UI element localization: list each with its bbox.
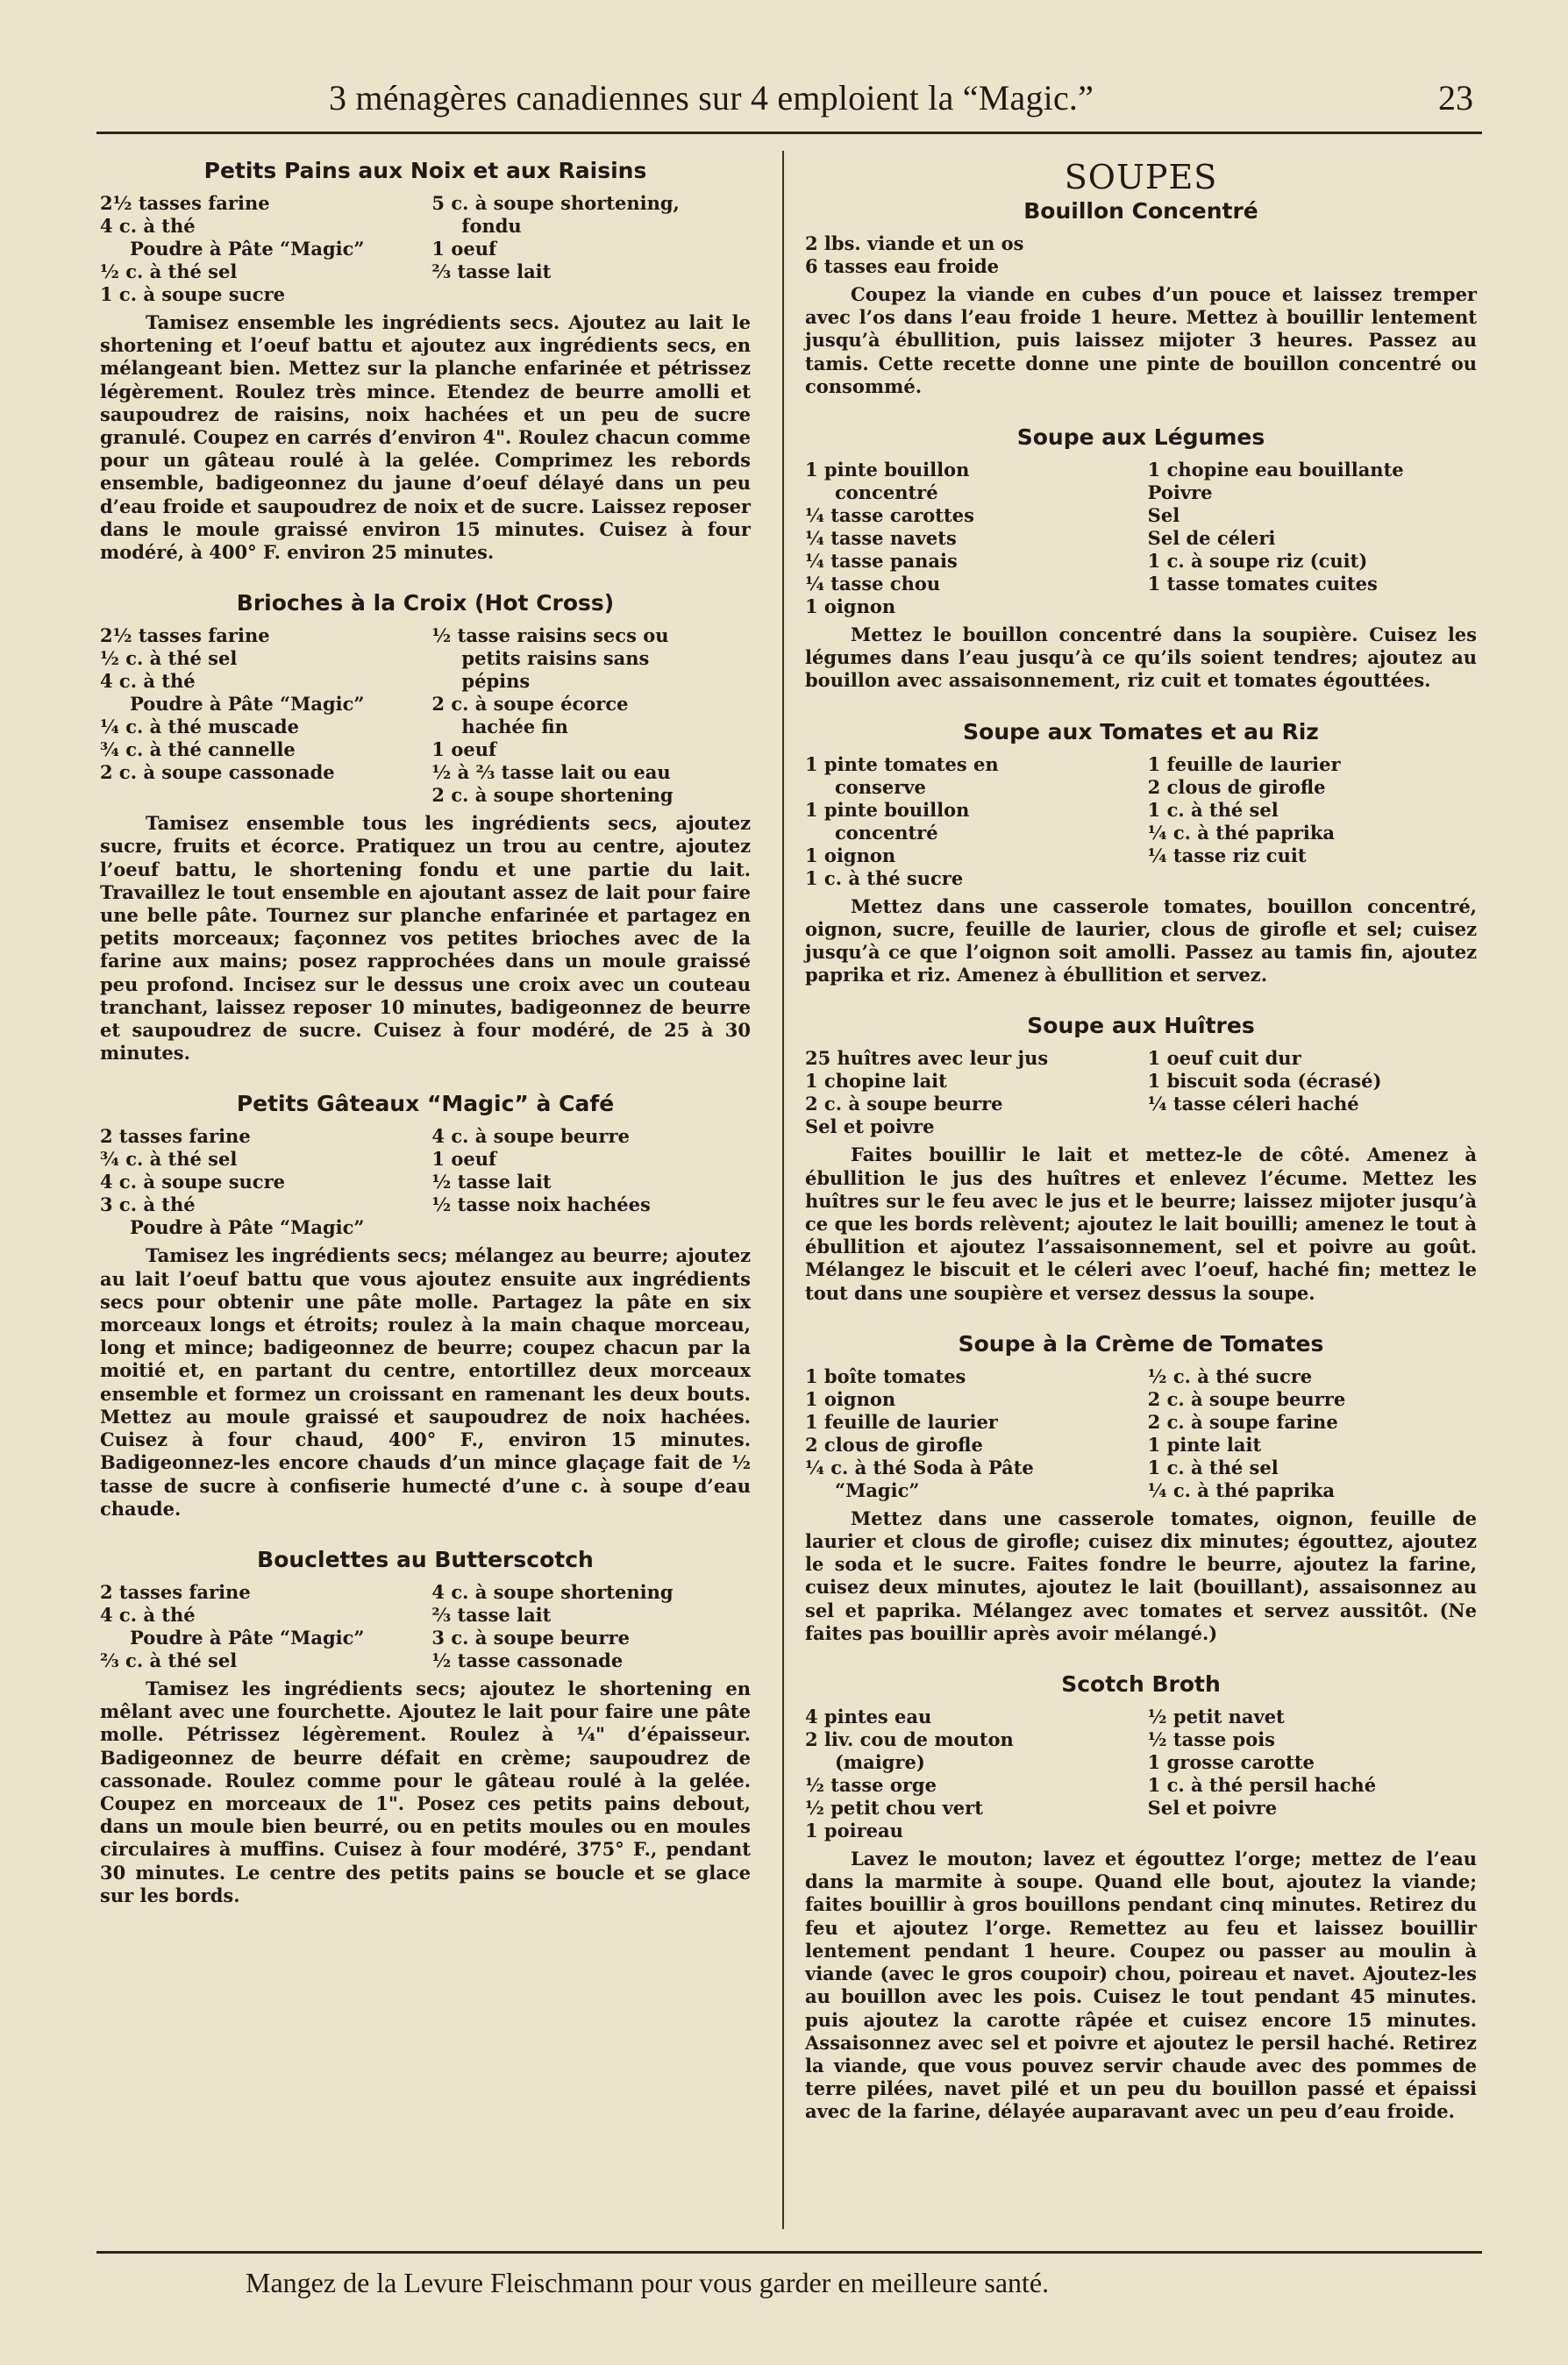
ingredient-item: 2 clous de girofle — [1147, 775, 1326, 798]
recipe-instructions: Tamisez les ingrédients secs; ajoutez le shortening en mêlant avec une fourchette. Ajoutez le lait pour faire une pâte molle. Pétrissez légèrement. Roulez à ¼" d’épaisseur. Badigeonnez de beurre défait en crème; saupoudrez de cassonade. Roulez comme pour le gâteau roulé à la gelée. Coupez en morceaux de 1". Posez ces petits pains debout, dans un moule bien beurré, ou en petits moules ou en moules circulaires à muffins. Cuisez à four modéré, 375° F., pendant 30 minutes. Le centre des petits pains se boucle et se glace sur les bords. — [100, 1677, 751, 1906]
ingredient-item: 1 grosse carotte — [1147, 1751, 1315, 1774]
ingredient-item: ¼ tasse navets — [805, 527, 957, 550]
ingredient-item: fondu — [461, 215, 522, 237]
ingredient-item: ½ tasse orge — [805, 1774, 937, 1797]
recipe-instructions: Mettez dans une casserole tomates, oignon, feuille de laurier et clous de girofle; cuisez dix minutes; égouttez, ajoutez le soda et le sucre. Faites fondre le beurre, ajoutez la farine, cuisez deux minutes, ajoutez le lait (bouillant), assaisonnez au sel et paprika. Mélangez avec tomates et servez aussitôt. (Ne faites pas bouillir après avoir mélangé.) — [805, 1507, 1477, 1644]
recipe-instructions: Tamisez ensemble les ingrédients secs. Ajoutez au lait le shortening et l’oeuf battu et ajoutez aux ingrédients secs, en mélangeant bien. Mettez sur la planche enfarinée et pétrissez légèrement. Roulez très mince. Etendez de beurre amolli et saupoudrez de raisins, noix hachées et un peu de sucre granulé. Coupez en carrés d’environ 4". Roulez chacun comme pour un gâteau roulé à la gelée. Comprimez les rebords ensemble, badigeonnez du jaune d’oeuf délayé dans un peu d’eau froide et saupoudrez de noix et de sucre. Laissez reposer dans le moule graissé environ 15 minutes. Cuisez à four modéré, à 400° F. environ 25 minutes. — [100, 311, 751, 564]
recipe — [805, 1013, 1477, 1304]
ingredient-item: “Magic” — [835, 1478, 920, 1501]
ingredient-item: pépins — [461, 670, 531, 693]
ingredient-list — [100, 624, 751, 807]
ingredient-item: conserve — [835, 775, 926, 798]
ingredient-item: 4 c. à thé — [100, 1603, 196, 1626]
ingredient-column — [431, 1581, 751, 1672]
ingredient-item: ½ tasse noix hachées — [431, 1193, 651, 1216]
ingredient-item: hachée fin — [461, 716, 568, 738]
recipe-instructions: Tamisez ensemble tous les ingrédients secs, ajoutez sucre, fruits et écorce. Pratiquez un trou au centre, ajoutez l’oeuf battu, le shortening fondu et une partie du lait. Travaillez le tout ensemble en ajoutant assez de lait pour faire une belle pâte. Tournez sur planche enfarinée et partagez en petits morceaux; façonnez vos petites brioches avec de la farine aux mains; posez rapprochées dans un moule graissé peu profond. Incisez sur le dessus une croix avec un couteau tranchant, laissez reposer 10 minutes, badigeonnez de beurre et saupoudrez de sucre. Cuisez à four modéré, de 25 à 30 minutes. — [100, 812, 751, 1065]
ingredient-item: ½ c. à thé sel — [100, 647, 238, 670]
ingredient-item: 3 c. à soupe beurre — [431, 1626, 630, 1649]
recipe-title: Soupe aux Légumes — [1016, 424, 1265, 451]
recipe-title: Soupe aux Tomates et au Riz — [963, 718, 1319, 744]
left-column — [100, 158, 751, 1934]
ingredient-list — [805, 1365, 1477, 1502]
recipe — [805, 719, 1477, 987]
recipe-instructions: Lavez le mouton; lavez et égouttez l’orge; mettez de l’eau dans la marmite à soupe. Quand elle bout, ajoutez la viande; faites bouillir à gros bouillons pendant cinq minutes. Retirez du feu et ajoutez l’orge. Remettez au feu et laissez bouillir lentement pendant 1 heure. Coupez ou passer au moulin à viande (avec le gros coupoir) chou, poireau et navet. Ajoutez-les au bouillon avec les pois. Cuisez le tout pendant 45 minutes. puis ajoutez la carotte râpée et cuisez encore 15 minutes. Assaisonnez avec sel et poivre et ajoutez le persil haché. Retirez la viande, que vous pouvez servir chaude avec des pommes de terre pilées, navet pilé et un peu du bouillon passé et épaissi avec de la farine, délayée auparavant avec un peu d’eau froide. — [805, 1848, 1477, 2123]
ingredient-item: 2 c. à soupe farine — [1147, 1410, 1338, 1433]
recipe-instructions: Coupez la viande en cubes d’un pouce et laissez tremper avec l’os dans l’eau froide 1 heure. Mettez à bouillir lentement jusqu’à ébullition, puis laissez mijoter 3 heures. Passez au tamis. Cette recette donne une pinte de bouillon concentré ou consommé. — [805, 283, 1477, 397]
ingredient-list — [805, 459, 1477, 618]
ingredient-item: 1 c. à thé sucre — [805, 866, 964, 889]
ingredient-list — [805, 232, 1477, 278]
recipe-title: Petits Gâteaux “Magic” à Café — [236, 1091, 615, 1117]
ingredient-item: Poudre à Pâte “Magic” — [130, 238, 365, 260]
ingredient-item: 1 c. à soupe sucre — [100, 283, 286, 305]
ingredient-item: ¼ tasse riz cuit — [1147, 844, 1307, 866]
ingredient-column — [1148, 1706, 1477, 1842]
ingredient-column — [1148, 1365, 1477, 1502]
ingredient-item: 2½ tasses farine — [100, 192, 270, 214]
ingredient-column — [100, 192, 419, 306]
ingredient-item: ¾ c. à thé cannelle — [100, 738, 296, 761]
ingredient-item: ½ tasse raisins secs ou — [431, 624, 669, 647]
footer-rule — [96, 2251, 1482, 2254]
ingredient-item: (maigre) — [835, 1751, 925, 1774]
ingredient-item: ⅔ c. à thé sel — [100, 1649, 238, 1671]
ingredient-item: 1 c. à thé sel — [1147, 1456, 1279, 1478]
ingredient-item: Sel et poivre — [805, 1115, 935, 1138]
ingredient-item: ½ tasse cassonade — [431, 1649, 624, 1671]
ingredient-item: 2 c. à soupe shortening — [431, 784, 674, 807]
ingredient-item: 2½ tasses farine — [100, 624, 270, 647]
ingredient-item: 1 tasse tomates cuites — [1147, 573, 1378, 595]
ingredient-item: 1 feuille de laurier — [1147, 752, 1341, 775]
ingredient-item: 2 lbs. viande et un os — [805, 232, 1024, 254]
ingredient-item: 1 oignon — [805, 844, 896, 866]
ingredient-item: Poudre à Pâte “Magic” — [130, 693, 365, 716]
recipe — [100, 1547, 751, 1907]
ingredient-item: 1 oeuf — [431, 238, 497, 260]
ingredient-item: Poudre à Pâte “Magic” — [130, 1216, 365, 1239]
recipe-title: Brioches à la Croix (Hot Cross) — [236, 590, 615, 616]
ingredient-item: Poudre à Pâte “Magic” — [130, 1626, 365, 1649]
ingredient-item: ½ petit navet — [1147, 1706, 1285, 1728]
ingredient-item: concentré — [835, 481, 938, 504]
recipe — [805, 1331, 1477, 1645]
ingredient-item: 1 pinte bouillon — [805, 798, 970, 821]
ingredient-item: ½ tasse pois — [1147, 1728, 1276, 1751]
ingredient-column — [431, 192, 751, 306]
ingredient-item: 4 c. à thé — [100, 670, 196, 693]
ingredient-item: 1 oignon — [805, 595, 896, 618]
ingredient-item: 1 boîte tomates — [805, 1364, 966, 1387]
ingredient-item: ½ tasse lait — [431, 1171, 552, 1193]
ingredient-item: 2 c. à soupe beurre — [805, 1093, 1003, 1115]
ingredient-list — [100, 1125, 751, 1239]
ingredient-item: 1 oeuf cuit dur — [1147, 1047, 1301, 1070]
recipe-title: Petits Pains aux Noix et aux Raisins — [203, 158, 647, 183]
ingredient-column — [431, 624, 751, 807]
ingredient-item: 2 tasses farine — [100, 1580, 251, 1603]
recipe-title: Soupe aux Huîtres — [1027, 1013, 1255, 1039]
ingredient-item: ¾ c. à thé sel — [100, 1148, 238, 1171]
ingredient-item: 4 c. à soupe shortening — [431, 1580, 674, 1603]
ingredient-column — [431, 1125, 751, 1239]
ingredient-item: Sel et poivre — [1147, 1797, 1278, 1820]
ingredient-item: 2 c. à soupe beurre — [1147, 1387, 1346, 1410]
ingredient-column — [1148, 753, 1477, 890]
ingredient-column — [805, 753, 1134, 890]
ingredient-list — [805, 753, 1477, 890]
ingredient-column — [805, 1047, 1134, 1138]
ingredient-item: 1 oignon — [805, 1387, 896, 1410]
ingredient-item: 4 c. à thé — [100, 215, 196, 237]
page-header — [96, 77, 1482, 130]
ingredient-item: 1 chopine eau bouillante — [1147, 459, 1404, 481]
footer-text: Mangez de la Levure Fleischmann pour vous garder en meilleure santé. — [246, 2267, 1050, 2298]
ingredient-item: Sel — [1147, 504, 1180, 527]
recipe — [805, 198, 1477, 398]
ingredient-item: 1 oeuf — [431, 738, 497, 761]
ingredient-item: 1 pinte tomates en — [805, 752, 999, 775]
recipe-instructions: Mettez dans une casserole tomates, bouillon concentré, oignon, sucre, feuille de laurier, clous de girofle et sel; cuisez jusqu’à ce que l’oignon soit amolli. Passez au tamis fin, ajoutez paprika et riz. Amenez à ébullition et servez. — [805, 894, 1477, 987]
ingredient-item: ½ c. à thé sucre — [1147, 1364, 1313, 1387]
page-number: 23 — [1438, 78, 1473, 118]
recipe-instructions: Mettez le bouillon concentré dans la soupière. Cuisez les légumes dans l’eau jusqu’à ce qu’ils soient tendres; ajoutez au bouillon avec assaisonnement, riz cuit et tomates égouttées. — [805, 623, 1477, 692]
ingredient-item: ¼ c. à thé paprika — [1147, 821, 1336, 844]
ingredient-column — [805, 459, 1134, 618]
ingredient-item: concentré — [835, 821, 938, 844]
ingredient-item: petits raisins sans — [461, 647, 650, 670]
ingredient-column — [805, 1706, 1134, 1842]
ingredient-item: 5 c. à soupe shortening, — [431, 192, 680, 214]
recipe — [100, 1091, 751, 1520]
ingredient-column — [1148, 1047, 1477, 1138]
ingredient-item: ¼ c. à thé Soda à Pâte — [805, 1456, 1034, 1478]
ingredient-list — [805, 1047, 1477, 1138]
ingredient-item: 2 clous de girofle — [805, 1433, 983, 1456]
recipe-title: Bouillon Concentré — [1023, 198, 1258, 224]
ingredient-item: ½ à ⅔ tasse lait ou eau — [431, 761, 671, 784]
ingredient-item: ½ c. à thé sel — [100, 260, 238, 282]
ingredient-column — [1148, 459, 1477, 618]
ingredient-item: ½ petit chou vert — [805, 1797, 983, 1820]
ingredient-item: 3 c. à thé — [100, 1193, 196, 1216]
ingredient-column — [805, 1365, 1134, 1502]
ingredient-item: ⅔ tasse lait — [431, 260, 552, 282]
section-title: SOUPES — [1064, 158, 1218, 196]
recipe — [100, 590, 751, 1065]
ingredient-item: ⅔ tasse lait — [431, 1603, 552, 1626]
ingredient-item: 25 huîtres avec leur jus — [805, 1047, 1049, 1070]
ingredient-item: Sel de céleri — [1147, 527, 1276, 550]
ingredient-item: Poivre — [1147, 481, 1213, 504]
ingredient-item: 1 c. à soupe riz (cuit) — [1147, 550, 1368, 573]
ingredient-list — [805, 1706, 1477, 1842]
ingredient-item: 2 liv. cou de mouton — [805, 1728, 1014, 1751]
ingredient-item: 1 feuille de laurier — [805, 1410, 998, 1433]
ingredient-item: ¼ c. à thé paprika — [1147, 1478, 1336, 1501]
ingredient-item: 1 poireau — [805, 1820, 903, 1842]
ingredient-item: 2 c. à soupe cassonade — [100, 761, 335, 784]
recipe-title: Bouclettes au Butterscotch — [257, 1546, 594, 1572]
ingredient-item: ¼ tasse chou — [805, 573, 941, 595]
column-divider — [782, 151, 784, 2229]
ingredient-item: 1 pinte bouillon — [805, 459, 970, 481]
ingredient-item: 1 c. à thé persil haché — [1147, 1774, 1377, 1797]
ingredient-item: 1 biscuit soda (écrasé) — [1147, 1070, 1382, 1093]
header-rule — [96, 132, 1482, 134]
ingredient-item: 6 tasses eau froide — [805, 255, 1000, 277]
right-column — [805, 158, 1477, 2150]
ingredient-column — [100, 624, 419, 807]
ingredient-item: ¼ tasse panais — [805, 550, 958, 573]
ingredient-item: 1 chopine lait — [805, 1070, 947, 1093]
ingredient-column — [100, 1125, 419, 1239]
running-title: 3 ménagères canadiennes sur 4 emploient la “Magic.” — [329, 78, 1094, 118]
ingredient-list — [100, 192, 751, 306]
ingredient-item: 2 tasses farine — [100, 1125, 251, 1148]
ingredient-item: ¼ tasse carottes — [805, 504, 974, 527]
recipe — [805, 1671, 1477, 2123]
ingredient-item: ¼ tasse céleri haché — [1147, 1093, 1359, 1115]
ingredient-item: 1 pinte lait — [1147, 1433, 1262, 1456]
recipe-instructions: Faites bouillir le lait et mettez-le de côté. Amenez à ébullition le jus des huîtres et enlevez l’écume. Mettez les huîtres sur le feu avec le jus et le beurre; laissez mijoter jusqu’à ce que les bords relèvent; ajoutez le lait bouilli; amenez le tout à ébullition et ajoutez l’assaisonnement, sel et poivre au goût. Mélangez le biscuit et le céleri avec l’oeuf, haché fin; mettez le tout dans une soupière et versez dessus la soupe. — [805, 1143, 1477, 1304]
ingredient-item: 4 c. à soupe sucre — [100, 1171, 286, 1193]
recipe-title: Scotch Broth — [1061, 1671, 1221, 1698]
ingredient-item: ¼ c. à thé muscade — [100, 716, 299, 738]
ingredient-item: 4 c. à soupe beurre — [431, 1125, 630, 1148]
ingredient-item: 4 pintes eau — [805, 1706, 932, 1728]
recipe-title: Soupe à la Crème de Tomates — [958, 1330, 1324, 1357]
ingredient-column — [100, 1581, 419, 1672]
recipe — [100, 158, 751, 564]
ingredient-item: 1 c. à thé sel — [1147, 798, 1279, 821]
ingredient-item: 1 oeuf — [431, 1148, 497, 1171]
recipe — [805, 424, 1477, 693]
ingredient-list — [100, 1581, 751, 1672]
recipe-instructions: Tamisez les ingrédients secs; mélangez au beurre; ajoutez au lait l’oeuf battu que vous ajoutez ensuite aux ingrédients secs pour obtenir une pâte molle. Partagez la pâte en six morceaux longs et étroits; roulez à la main chaque morceau, long et mince; badigeonnez de beurre; coupez chacun par la moitié et, en partant du centre, entortillez deux morceaux ensemble et formez un croissant en ramenant les deux bouts. Mettez au moule graissé et saupoudrez de noix hachées. Cuisez à four chaud, 400° F., environ 15 minutes. Badigeonnez-les encore chauds d’un mince glaçage fait de ½ tasse de sucre à confiserie humecté d’une c. à soupe d’eau chaude. — [100, 1244, 751, 1520]
ingredient-item: 2 c. à soupe écorce — [431, 693, 629, 716]
